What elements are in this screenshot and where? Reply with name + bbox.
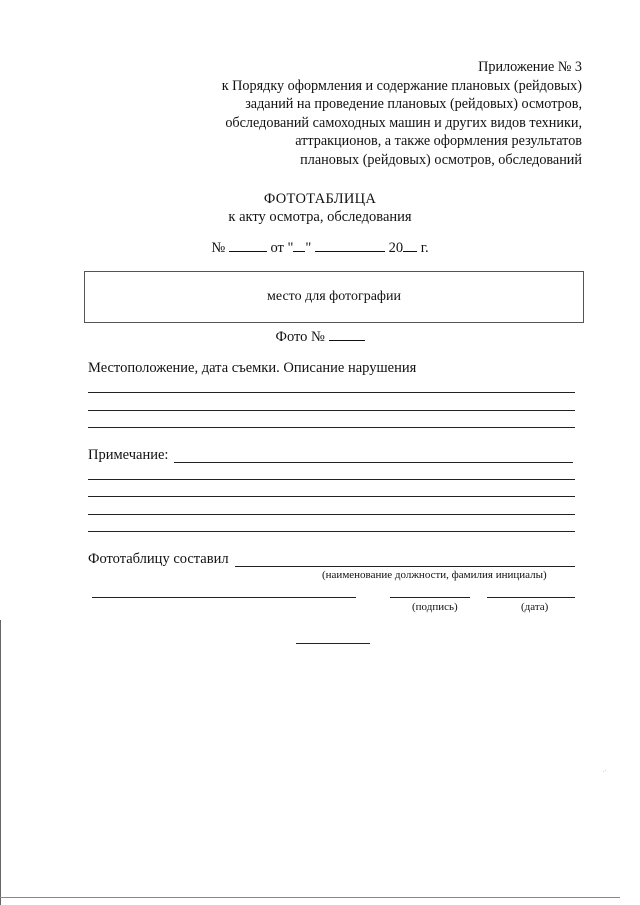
note-line[interactable] [88, 479, 575, 480]
month-blank[interactable] [315, 238, 385, 252]
photo-number-label: Фото № [275, 329, 325, 345]
scan-left-edge [0, 620, 1, 905]
document-subtitle: к акту осмотра, обследования [228, 209, 412, 225]
year-prefix: 20 [388, 240, 404, 256]
quote-close: " [305, 240, 312, 256]
act-number-line [0, 238, 640, 257]
date-line[interactable] [487, 597, 575, 598]
appendix-line: плановых (рейдовых) осмотров, обследований [300, 151, 582, 168]
note-line[interactable] [88, 531, 575, 532]
closing-divider [296, 643, 370, 644]
day-blank[interactable] [293, 238, 305, 252]
photo-placeholder-text: место для фотографии [267, 289, 401, 304]
date-from-label: от " [270, 240, 294, 256]
note-line[interactable] [88, 496, 575, 497]
photo-number-line [0, 327, 640, 346]
compiled-by-label: Фототаблицу составил [88, 551, 229, 567]
note-line[interactable] [88, 514, 575, 515]
number-sign: № [211, 240, 226, 256]
appendix-line: обследований самоходных машин и других видов техники, [225, 114, 582, 131]
location-line[interactable] [88, 427, 575, 428]
location-label: Местоположение, дата съемки. Описание нарушения [88, 360, 417, 376]
photo-placeholder-box[interactable] [84, 271, 584, 323]
appendix-line: к Порядку оформления и содержание плановых (рейдовых) [221, 77, 582, 94]
scan-bottom-edge [0, 897, 620, 898]
compiled-by-line[interactable] [235, 566, 575, 567]
appendix-line: аттракционов, а также оформления результатов [295, 133, 582, 150]
signature-caption: (подпись) [412, 601, 458, 613]
location-line[interactable] [88, 410, 575, 411]
title-block [0, 190, 640, 226]
signature-name-line[interactable] [92, 597, 356, 598]
document-title: ФОТОТАБЛИЦА [263, 191, 377, 207]
date-caption: (дата) [521, 601, 549, 613]
location-line[interactable] [88, 392, 575, 393]
appendix-line: Приложение № 3 [478, 59, 582, 75]
act-number-blank[interactable] [229, 238, 267, 252]
photo-number-blank[interactable] [329, 327, 365, 341]
note-line[interactable] [174, 462, 573, 463]
compiled-by-caption: (наименование должности, фамилия инициалы) [322, 569, 547, 581]
note-label: Примечание: [88, 447, 169, 463]
year-blank[interactable] [403, 238, 417, 252]
appendix-header [162, 58, 582, 170]
signature-line[interactable] [390, 597, 470, 598]
appendix-line: заданий на проведение плановых (рейдовых) осмотров, [245, 96, 582, 113]
scan-speck: .· [603, 768, 607, 774]
year-suffix: г. [420, 240, 429, 256]
